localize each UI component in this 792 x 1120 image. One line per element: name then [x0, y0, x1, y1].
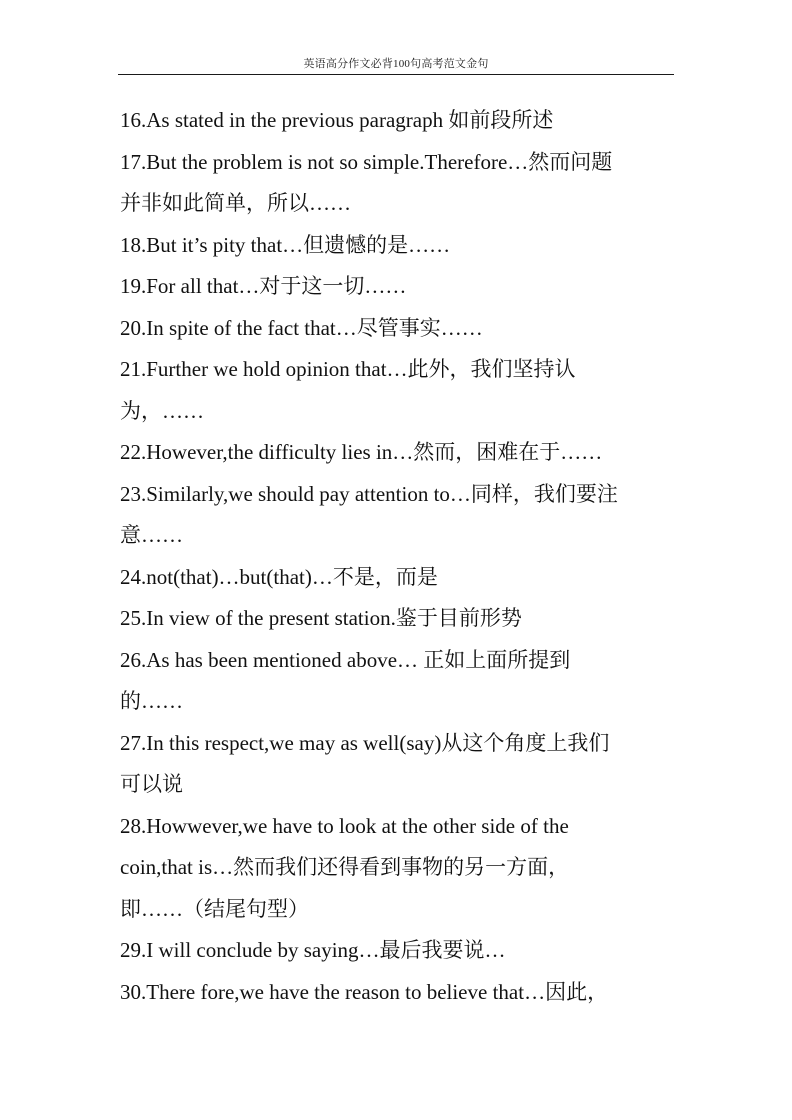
header-title: 英语高分作文必背100句高考范文金句 — [303, 58, 489, 70]
text-line: 26.As has been mentioned above… 正如上面所提到 — [120, 647, 571, 672]
text-line: 21.Further we hold opinion that…此外，我们坚持认 — [120, 357, 576, 381]
text-line: 18.But it’s pity that…但遗憾的是…… — [120, 232, 451, 257]
text-line: 为，…… — [120, 398, 204, 423]
text-line: 17.But the problem is not so simple.Therefore…然而问题 — [120, 149, 613, 174]
text-line: 16.As stated in the previous paragraph 如前段所述 — [120, 108, 554, 132]
text-line: 22.However,the difficulty lies in…然而，困难在于…… — [120, 440, 603, 464]
text-line: 27.In this respect,we may as well(say)从这个角度上我们 — [120, 730, 610, 755]
text-line: 的…… — [120, 689, 183, 713]
text-line: 29.I will conclude by saying…最后我要说… — [120, 938, 506, 962]
text-line: 意…… — [120, 523, 183, 547]
text-line: 即……（结尾句型） — [120, 896, 309, 921]
text-line: 24.not(that)…but(that)…不是，而是 — [120, 564, 438, 589]
text-line: 28.Howwever,we have to look at the other side of the — [120, 813, 569, 838]
text-line: 19.For all that…对于这一切…… — [120, 274, 407, 298]
text-line: 并非如此简单，所以…… — [120, 191, 351, 215]
page-header — [118, 54, 674, 75]
text-line: 23.Similarly,we should pay attention to…同样，我们要注 — [120, 481, 618, 506]
document-body — [120, 100, 672, 1013]
text-line: 20.In spite of the fact that…尽管事实…… — [120, 315, 483, 340]
text-line: coin,that is…然而我们还得看到事物的另一方面， — [120, 855, 570, 879]
text-line: 25.In view of the present station.鉴于目前形势 — [120, 606, 522, 630]
text-line: 30.There fore,we have the reason to believe that…因此， — [120, 979, 609, 1004]
text-line: 可以说 — [120, 772, 183, 796]
